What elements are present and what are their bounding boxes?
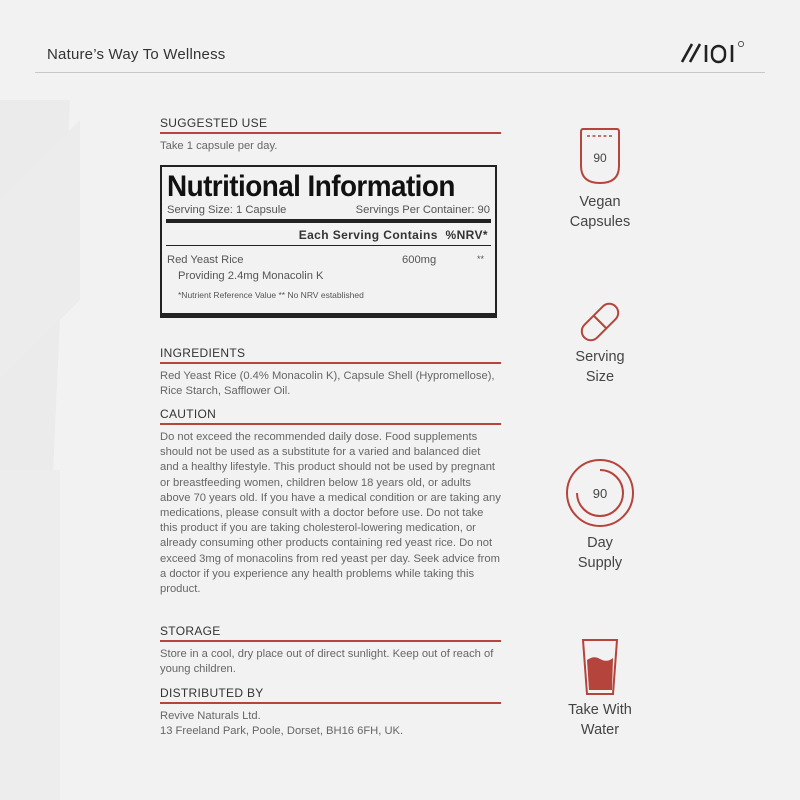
nutrition-panel — [160, 165, 497, 318]
nutrient-nrv: ** — [476, 254, 484, 264]
serving-size: Serving Size: 1 Capsule — [167, 204, 287, 216]
nutrient-amount: 600mg — [402, 254, 437, 266]
feature-serving-size — [540, 297, 660, 387]
suggested-use-title: SUGGESTED USE — [160, 116, 501, 134]
each-serving-label: Each Serving Contains — [298, 228, 438, 242]
nutrition-title: Nutritional Information — [167, 170, 455, 203]
brand-logo[interactable] — [678, 38, 750, 66]
caution-body: Do not exceed the recommended daily dose. Food supplements should not be used as a substitute for a varied and balanced diet and a healthy lifestyle. This product should not be used by pregnant or breastfeeding women, children below 18 years old, or adults above 70 years old. If you have a medical condition or are taking any medications, please consult with a doctor before use. Do not take this product if you are taking cholesterol-lowering medication, or already consuming other products containing red yeast rice. Do not exceed 3mg of monacolins from red yeast per day. Seek advice from a doctor if you experience any health problems while taking this product. — [160, 431, 501, 596]
feature-label-line1: Take With — [568, 702, 632, 718]
caution-title: CAUTION — [160, 407, 501, 425]
header-divider — [35, 72, 765, 73]
feature-day-supply — [540, 456, 660, 573]
distributed-by-section — [160, 686, 501, 739]
feature-label-line2: Capsules — [569, 214, 631, 230]
ingredients-title: INGREDIENTS — [160, 346, 501, 364]
pouch-icon — [578, 126, 622, 186]
distributed-by-title: DISTRIBUTED BY — [160, 686, 501, 704]
feature-label-line2: Supply — [577, 555, 623, 571]
suggested-use-section — [160, 116, 501, 154]
feature-take-with-water — [540, 638, 660, 740]
servings-per-container: Servings Per Container: 90 — [355, 204, 490, 216]
storage-section — [160, 624, 501, 677]
storage-title: STORAGE — [160, 624, 501, 642]
each-serving-header — [167, 223, 490, 245]
caution-section — [160, 407, 501, 597]
ingredients-body: Red Yeast Rice (0.4% Monacolin K), Capsule Shell (Hypromellose), Rice Starch, Safflower Oil. — [160, 370, 495, 398]
feature-label-line2: Size — [585, 369, 615, 385]
nutrition-bottom-rule — [162, 313, 495, 317]
header-tagline: Nature’s Way To Wellness — [47, 46, 226, 63]
nutrient-name: Red Yeast Rice — [167, 254, 244, 266]
nutrition-footnote: *Nutrient Reference Value ** No NRV established — [178, 290, 364, 300]
feature-label-line2: Water — [580, 722, 620, 738]
day-dial-icon — [563, 456, 637, 530]
water-glass-icon — [580, 638, 620, 696]
distributor-address: 13 Freeland Park, Poole, Dorset, BH16 6FH, UK. — [160, 725, 404, 738]
distributor-name: Revive Naturals Ltd. — [160, 710, 261, 722]
storage-body: Store in a cool, dry place out of direct sunlight. Keep out of reach of young children. — [160, 648, 494, 676]
feature-vegan-capsules — [540, 126, 660, 232]
ingredients-section — [160, 346, 501, 399]
nutrient-subitem: Providing 2.4mg Monacolin K — [178, 270, 324, 282]
day-count: 90 — [592, 486, 608, 501]
serving-info-row — [167, 204, 490, 216]
feature-label-line1: Day — [587, 535, 613, 551]
capsule-icon — [570, 297, 630, 347]
distributor-details — [160, 709, 501, 739]
feature-label-line1: Vegan — [579, 194, 621, 210]
nrv-header: %NRV* — [445, 228, 488, 242]
feature-label-line1: Serving — [575, 349, 625, 365]
pouch-count: 90 — [593, 151, 607, 165]
suggested-use-body: Take 1 capsule per day. — [160, 140, 278, 152]
nutrient-row — [167, 254, 490, 270]
nutrition-thin-rule — [166, 245, 491, 246]
